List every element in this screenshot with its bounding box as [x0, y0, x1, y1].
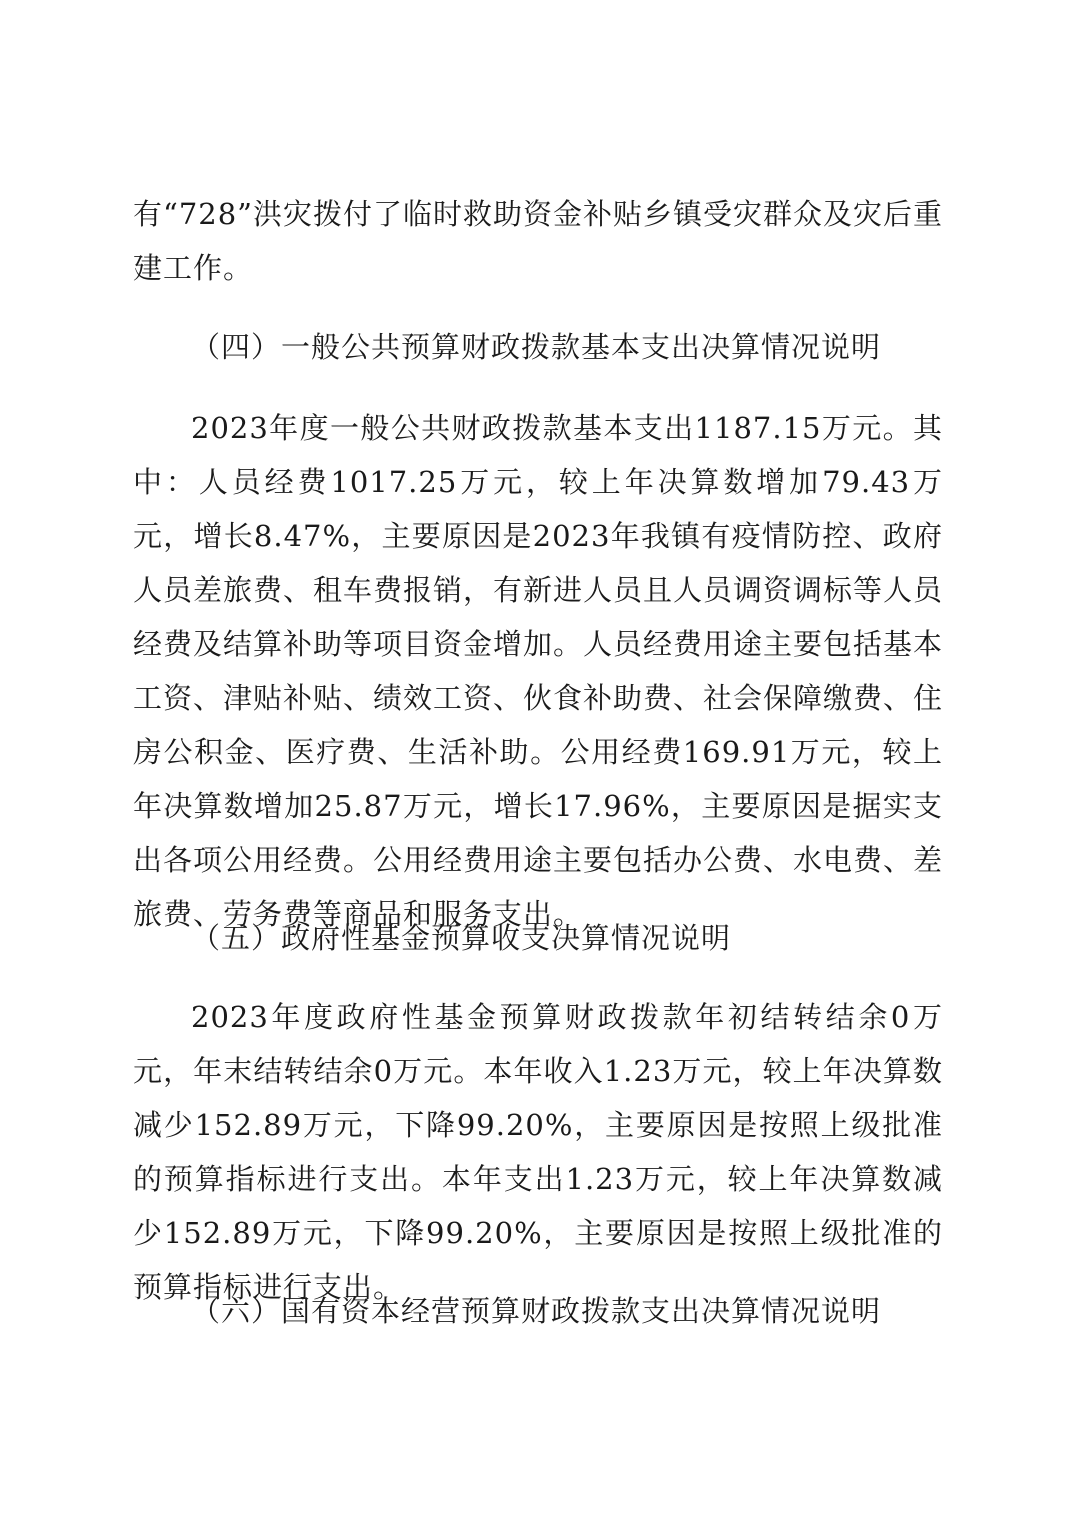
section-heading-6: （六）国有资本经营预算财政拨款支出决算情况说明 — [191, 1294, 882, 1328]
paragraph-basic-expenditure: 2023年度一般公共财政拨款基本支出1187.15万元。其中：人员经费1017.25万元，较上年决算数增加79.43万元，增长8.47%，主要原因是2023年我镇有疫情防控、政府人员差旅费、租车费报销，有新进人员且人员调资调标等人员经费及结算补助等项目资金增加。人员经费用途主要包括基本工资、津贴补贴、绩效工资、伙食补助费、社会保障缴费、住房公积金、医疗费、生活补助。公用经费169.91万元，较上年决算数增加25.87万元，增长17.96%，主要原因是据实支出各项公用经费。公用经费用途主要包括办公费、水电费、差旅费、劳务费等商品和服务支出。 — [133, 411, 944, 931]
paragraph-government-fund: 2023年度政府性基金预算财政拨款年初结转结余0万元，年末结转结余0万元。本年收入1.23万元，较上年决算数减少152.89万元，下降99.20%，主要原因是按照上级批准的预算指标进行支出。本年支出1.23万元，较上年决算数减少152.89万元，下降99.20%，主要原因是按照上级批准的预算指标进行支出。 — [133, 1000, 943, 1304]
paragraph-flood-relief: 有“728”洪灾拨付了临时救助资金补贴乡镇受灾群众及灾后重建工作。 — [133, 197, 944, 285]
section-heading-4: （四）一般公共预算财政拨款基本支出决算情况说明 — [191, 330, 882, 364]
section-heading-5: （五）政府性基金预算收支决算情况说明 — [191, 921, 732, 955]
